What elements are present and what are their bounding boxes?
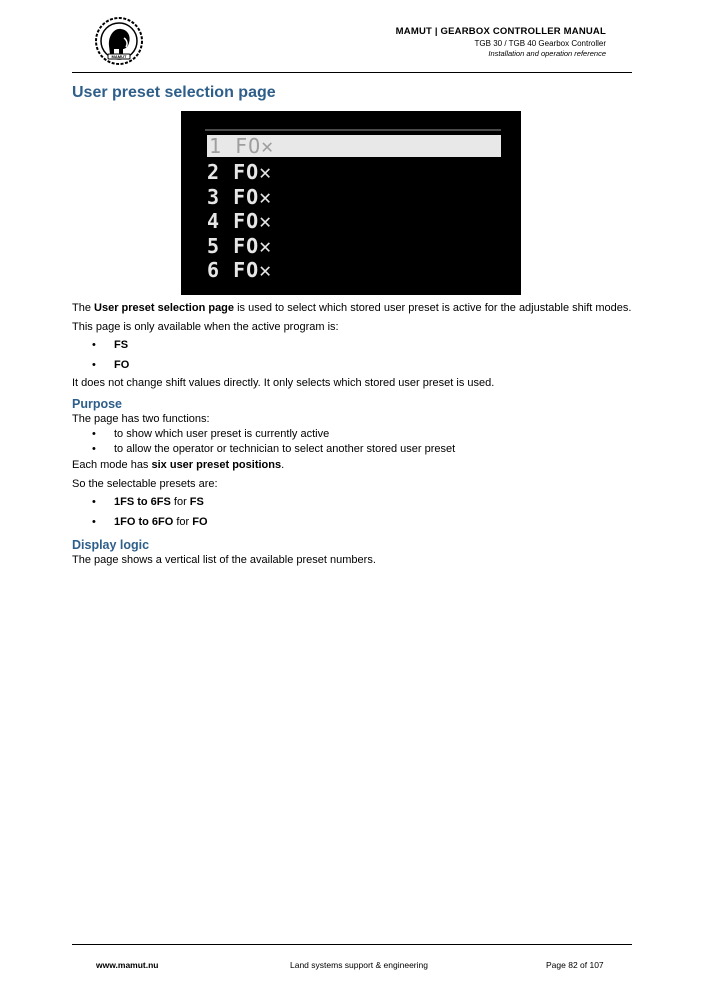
function-list: [92, 427, 632, 457]
footer-divider: [72, 944, 632, 945]
preset-row-4: 4 FO✕: [207, 209, 273, 233]
svg-text:MAMUT: MAMUT: [111, 54, 127, 59]
page-title: User preset selection page: [72, 84, 276, 101]
preset-range-list: [92, 492, 632, 532]
mamut-logo: [94, 16, 144, 66]
list-item: • to show which user preset is currently active: [92, 427, 632, 442]
selectable-paragraph: So the selectable presets are:: [72, 478, 218, 490]
purpose-paragraph: The page has two functions:: [72, 413, 210, 425]
section-heading-display-logic: Display logic: [72, 538, 150, 552]
intro-paragraph: The User preset selection page is used to select which stored user preset is active for the adjustable shift modes.: [72, 302, 632, 314]
controller-screen-photo: [181, 111, 521, 295]
list-item: • 1FO to 6FO for FO: [92, 512, 632, 532]
manual-title: MAMUT | GEARBOX CONTROLLER MANUAL: [395, 26, 606, 37]
cursor-glyph-icon: ✕: [259, 258, 273, 282]
footer-website: www.mamut.nu: [96, 960, 159, 970]
preset-row-6: 6 FO✕: [207, 258, 273, 282]
preset-row-1: 1 FO✕: [207, 135, 501, 157]
list-item: • to allow the operator or technician to select another stored user preset: [92, 442, 632, 457]
list-item: • 1FS to 6FS for FS: [92, 492, 632, 512]
footer-tagline: Land systems support & engineering: [290, 960, 428, 970]
availability-paragraph: This page is only available when the active program is:: [72, 321, 339, 333]
header-text-block: [396, 26, 606, 58]
program-list: [92, 335, 632, 375]
manual-subtitle: TGB 30 / TGB 40 Gearbox Controller: [474, 39, 606, 48]
page-header: [72, 14, 632, 72]
scope-paragraph: It does not change shift values directly. It only selects which stored user preset is used.: [72, 377, 495, 389]
display-logic-paragraph: The page shows a vertical list of the available preset numbers.: [72, 554, 376, 566]
page-number: Page 82 of 107: [546, 960, 604, 970]
list-item: • FS: [92, 335, 632, 355]
header-divider: [72, 72, 632, 73]
cursor-glyph-icon: ✕: [259, 160, 273, 184]
section-heading-purpose: Purpose: [72, 397, 123, 411]
manual-reference: Installation and operation reference: [488, 49, 606, 58]
list-item: • FO: [92, 355, 632, 375]
screen-top-line: [205, 129, 501, 131]
preset-count-paragraph: Each mode has six user preset positions.: [72, 459, 285, 471]
preset-row-2: 2 FO✕: [207, 160, 273, 184]
cursor-glyph-icon: ✕: [261, 134, 275, 158]
preset-row-3: 3 FO✕: [207, 185, 273, 209]
preset-row-5: 5 FO✕: [207, 234, 273, 258]
cursor-glyph-icon: ✕: [259, 234, 273, 258]
cursor-glyph-icon: ✕: [259, 185, 273, 209]
cursor-glyph-icon: ✕: [259, 209, 273, 233]
page-content: [72, 84, 632, 568]
